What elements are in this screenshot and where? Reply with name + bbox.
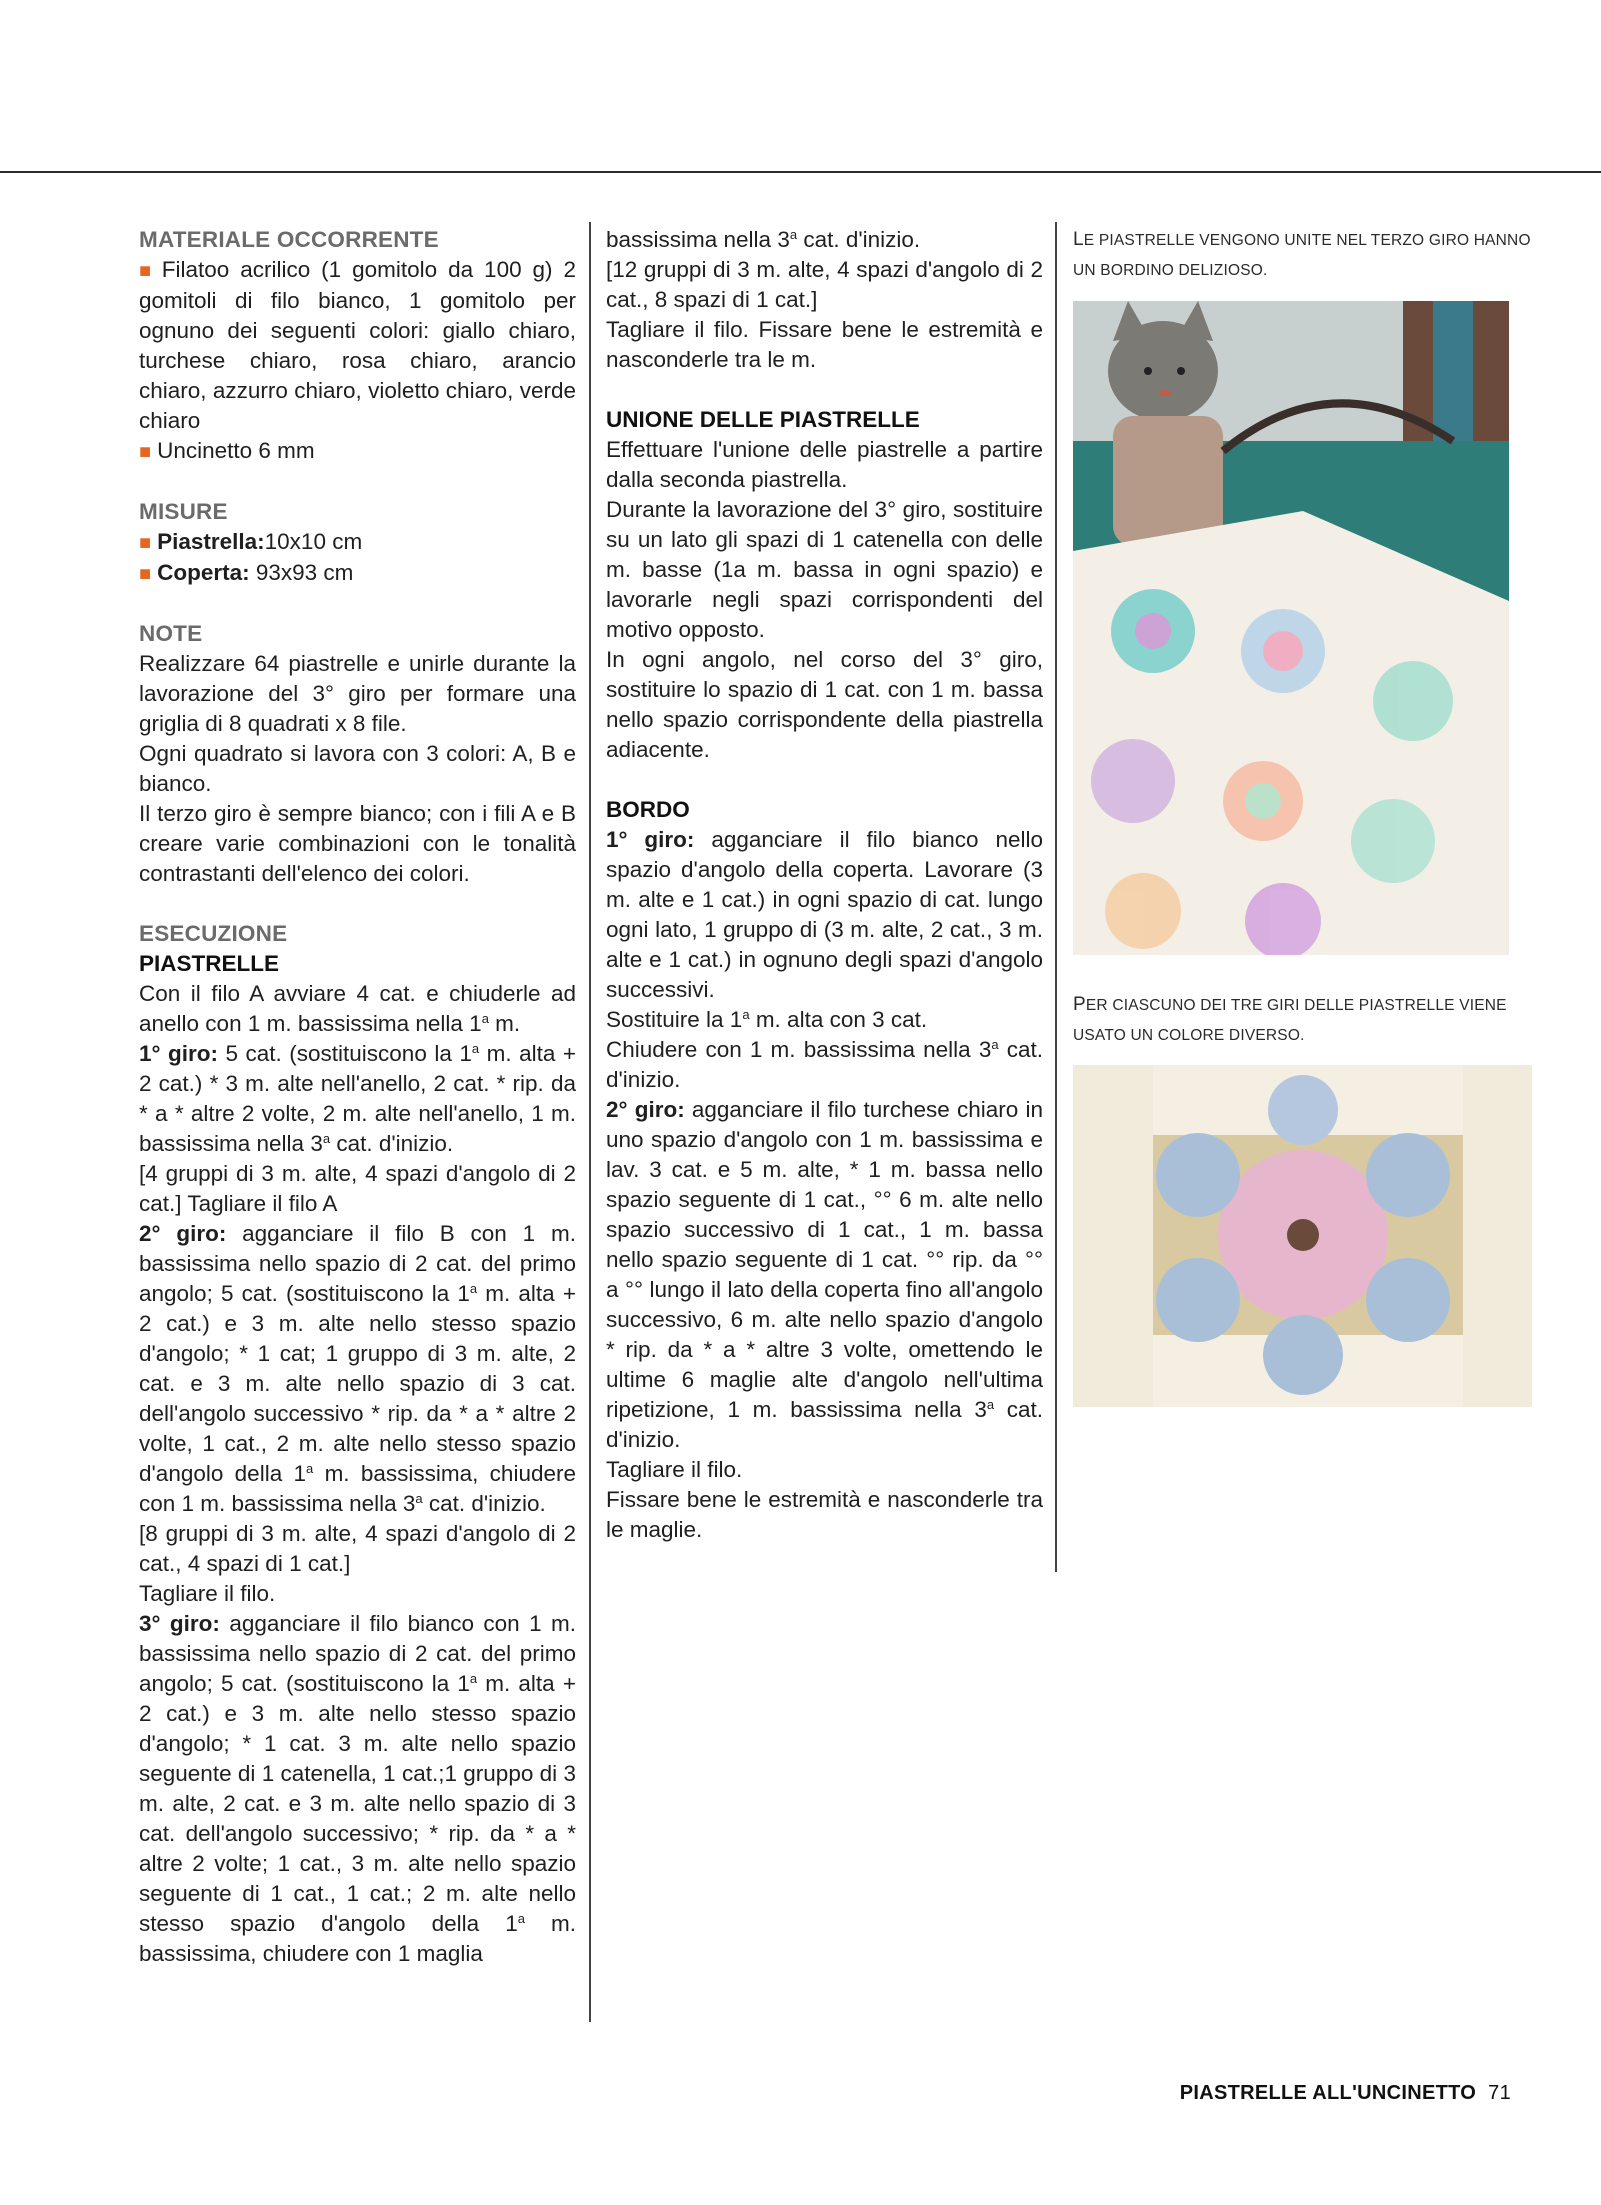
instruction-paragraph: In ogni angolo, nel corso del 3° giro, sostituire lo spazio di 1 cat. con 1 m. bassa nello spazio corrispondente della piastrella adiacente. — [606, 647, 1043, 762]
instruction-note: [8 gruppi di 3 m. alte, 4 spazi d'angolo di 2 cat., 4 spazi di 1 cat.] — [139, 1521, 576, 1576]
square-bullet-icon: ■ — [139, 441, 152, 463]
instruction-paragraph: 1° giro: agganciare il filo bianco nello spazio d'angolo della coperta. Lavorare (3 m. alte e 1 cat.) in ogni spazio di cat. lungo ogni lato, 1 gruppo di (3 m. alte, 2 cat., 3 m. alte e 1 cat.) in ognuno degli spazi d'angolo successivi. — [606, 827, 1043, 1002]
blanket-photo-illustration — [1073, 301, 1509, 955]
note-paragraph: Il terzo giro è sempre bianco; con i fili A e B creare varie combinazioni con le tonalità contrastanti dell'elenco dei colori. — [139, 801, 576, 886]
section-title-materiale: MATERIALE OCCORRENTE — [139, 227, 439, 252]
instruction-paragraph: Fissare bene le estremità e nasconderle tra le maglie. — [606, 1487, 1043, 1542]
photo-caption: PER CIASCUNO DEI TRE GIRI DELLE PIASTRELLE VIENE USATO UN COLORE DIVERSO. — [1073, 994, 1507, 1044]
materiale-item: ■ Filatoo acrilico (1 gomitolo da 100 g) 2 gomitoli di filo bianco, 1 gomitolo per ognuno dei seguenti colori: giallo chiaro, turchese chiaro, rosa chiaro, arancio chiaro, azzurro chiaro, violetto chiaro, verde chiaro — [139, 257, 576, 433]
instruction-paragraph: Effettuare l'unione delle piastrelle a partire dalla seconda piastrella. — [606, 437, 1043, 492]
square-bullet-icon: ■ — [139, 563, 152, 585]
misure-item: ■ Coperta: 93x93 cm — [139, 560, 354, 585]
section-title-note: NOTE — [139, 621, 203, 646]
instruction-paragraph: 3° giro: agganciare il filo bianco con 1 m. bassissima nello spazio di 2 cat. del primo angolo; 5 cat. (sostituiscono la 1$^a$ m. alta + 2 cat.) e 3 m. alte nello stesso spazio d'angolo; * 1 cat. 3 m. alte nello spazio seguente di 1 catenella, 1 cat.;1 gruppo di 3 m. alte, 2 cat. e 3 m. alte nello spazio di 3 cat. dell'angolo successivo; * rip. da * a * altre 2 volte; 1 cat., 3 m. alte nello spazio seguente di 1 cat., 1 cat.; 2 m. alte nello stesso spazio d'angolo della 1$^a$ m. bassissima, chiudere con 1 maglia — [139, 1611, 577, 1966]
instruction-paragraph: Tagliare il filo. — [139, 1581, 276, 1606]
instruction-paragraph: bassissima nella 3$^a$ cat. d'inizio. — [606, 227, 921, 252]
instruction-paragraph: 1° giro: 5 cat. (sostituiscono la 1$^a$ m. alta + 2 cat.) * 3 m. alte nell'anello, 2 cat. * rip. da * a * altre 2 volte, 2 m. alte nell'anello, 1 m. bassissima nella 3$^a$ cat. d'inizio. — [139, 1041, 576, 1156]
tile-closeup-illustration — [1073, 1065, 1532, 1407]
blanket-photo — [1073, 301, 1509, 955]
column-2 — [606, 225, 1043, 1545]
misure-item: ■ Piastrella:10x10 cm — [139, 529, 363, 554]
instruction-paragraph: Tagliare il filo. — [606, 1457, 743, 1482]
subsection-title-bordo: BORDO — [606, 797, 690, 822]
column-3 — [1073, 225, 1531, 1407]
section-title-esecuzione: ESECUZIONE — [139, 921, 288, 946]
page-number: 71 — [1488, 2082, 1511, 2104]
photo-caption: LE PIASTRELLE VENGONO UNITE NEL TERZO GIRO HANNO UN BORDINO DELIZIOSO. — [1073, 229, 1531, 279]
instruction-paragraph: Tagliare il filo. Fissare bene le estremità e nasconderle tra le m. — [606, 317, 1043, 372]
running-title: PIASTRELLE ALL'UNCINETTO — [1179, 2082, 1477, 2104]
tile-closeup-photo — [1073, 1065, 1532, 1407]
column-divider — [589, 222, 591, 2022]
square-bullet-icon: ■ — [139, 532, 152, 554]
column-1 — [139, 225, 576, 1969]
square-bullet-icon: ■ — [139, 260, 156, 282]
note-paragraph: Realizzare 64 piastrelle e unirle durante la lavorazione del 3° giro per formare una griglia di 8 quadrati x 8 file. — [139, 651, 576, 736]
column-divider — [1055, 222, 1057, 1572]
instruction-note: [12 gruppi di 3 m. alte, 4 spazi d'angolo di 2 cat., 8 spazi di 1 cat.] — [606, 257, 1043, 312]
instruction-paragraph: Durante la lavorazione del 3° giro, sostituire su un lato gli spazi di 1 catenella con delle m. basse (1a m. bassa in ogni spazio) e lavorarle negli spazi corrispondenti del motivo opposto. — [606, 497, 1043, 642]
section-title-misure: MISURE — [139, 499, 228, 524]
instruction-paragraph: Chiudere con 1 m. bassissima nella 3$^a$ cat. d'inizio. — [606, 1037, 1043, 1092]
note-paragraph: Ogni quadrato si lavora con 3 colori: A, B e bianco. — [139, 741, 576, 796]
materiale-item: ■ Uncinetto 6 mm — [139, 438, 315, 463]
instruction-note: [4 gruppi di 3 m. alte, 4 spazi d'angolo di 2 cat.] Tagliare il filo A — [139, 1161, 576, 1216]
top-rule — [0, 171, 1601, 173]
instruction-paragraph: Con il filo A avviare 4 cat. e chiuderle ad anello con 1 m. bassissima nella 1$^a$ m. — [139, 981, 576, 1036]
subsection-title-unione: UNIONE DELLE PIASTRELLE — [606, 407, 920, 432]
instruction-paragraph: 2° giro: agganciare il filo turchese chiaro in uno spazio d'angolo con 1 m. bassissima e lav. 3 cat. e 5 m. alte, * 1 m. bassa nello spazio seguente di 1 cat., °° 6 m. alte nello spazio successivo di 1 cat., 1 m. bassa nello spazio seguente di 1 cat. °° rip. da °° a °° lungo il lato della coperta fino all'angolo successivo, 6 m. alte nello spazio d'angolo * rip. da * a * altre 3 volte, omettendo le ultime 6 maglie alte d'angolo nell'ultima ripetizione, 1 m. bassissima nella 3$^a$ cat. d'inizio. — [606, 1097, 1043, 1452]
subsection-title-piastrelle: PIASTRELLE — [139, 951, 280, 976]
instruction-paragraph: 2° giro: agganciare il filo B con 1 m. bassissima nello spazio di 2 cat. del primo angolo; 5 cat. (sostituiscono la 1$^a$ m. alta + 2 cat.) e 3 m. alte nello stesso spazio d'angolo; * 1 cat; 1 gruppo di 3 m. alte, 2 cat. e 3 m. alte nello spazio di 3 cat. dell'angolo successivo * rip. da * a * altre 2 volte, 1 cat., 2 m. alte nello stesso spazio d'angolo della 1$^a$ m. bassissima, chiudere con 1 m. bassissima nella 3$^a$ cat. d'inizio. — [139, 1221, 576, 1516]
instruction-paragraph: Sostituire la 1$^a$ m. alta con 3 cat. — [606, 1007, 928, 1032]
page-footer — [1180, 2082, 1511, 2105]
